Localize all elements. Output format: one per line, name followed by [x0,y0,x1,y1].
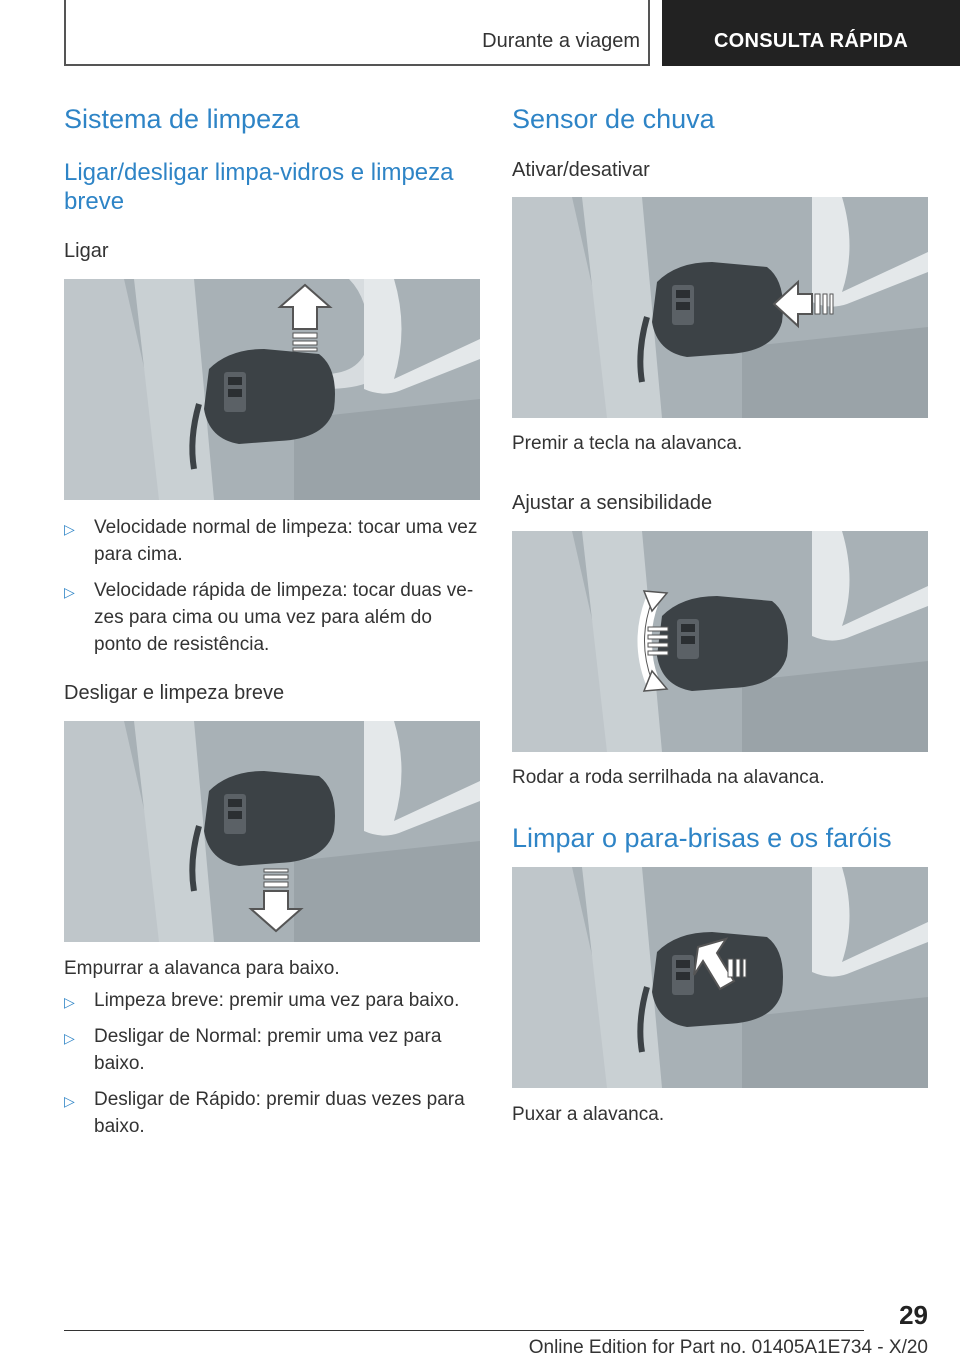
off-bullet-list [64,987,480,1149]
header-tab-label: CONSULTA RÁPIDA [713,30,909,52]
page-number: 29 [899,1300,928,1330]
triangle-right-icon: ▷ [64,521,75,537]
header-rule [64,64,650,66]
activate-text: Premir a tecla na alavanca. [512,433,743,454]
header-rule-left [64,0,66,66]
sensitivity-text: Rodar a roda serrilhada na alavanca. [512,767,825,788]
list-item: ▷ Limpeza breve: premir uma vez para baixo. [64,987,480,1014]
triangle-right-icon: ▷ [64,584,75,600]
triangle-right-icon: ▷ [64,1030,75,1046]
off-text: Empurrar a alavanca para baixo. [64,958,340,979]
figure-lever-wheel [512,531,928,752]
list-item: ▷ Velocidade normal de limpeza: tocar uma vez para cima. [64,517,478,565]
triangle-right-icon: ▷ [64,994,75,1010]
footer-rule [64,1330,864,1331]
section-title-cleaning: Sistema de limpeza [64,104,300,134]
header-section: Durante a viagem [482,30,640,52]
figure-lever-down [64,721,480,942]
triangle-right-icon: ▷ [64,1093,75,1109]
subsection-title-wipers: Ligar/desligar limpa-vidros e limpeza breve [64,159,454,215]
figure-lever-button [512,197,928,418]
heading-off: Desligar e limpeza breve [64,682,285,704]
section-title-clean: Limpar o para-brisas e os faróis [512,823,892,853]
heading-activate: Ativar/desativar [512,159,650,181]
on-bullet-list [64,514,480,667]
list-item: ▷ Velocidade rápida de limpeza: tocar duas ve- zes para cima ou uma vez para além do ponto de resistência. [64,580,474,655]
clean-text: Puxar a alavanca. [512,1104,665,1125]
list-item: ▷ Desligar de Normal: premir uma vez para baixo. [64,1026,442,1074]
list-item: ▷ Desligar de Rápido: premir duas vezes para baixo. [64,1089,465,1137]
figure-lever-up [64,279,480,500]
figure-lever-pull [512,867,928,1088]
header-rule-right [648,0,650,66]
section-title-rain-sensor: Sensor de chuva [512,104,715,134]
heading-on: Ligar [64,240,109,262]
heading-sensitivity: Ajustar a sensibilidade [512,492,713,514]
header-tab[interactable] [662,0,960,66]
footer-edition: Online Edition for Part no. 01405A1E734 - X/20 [528,1337,928,1358]
